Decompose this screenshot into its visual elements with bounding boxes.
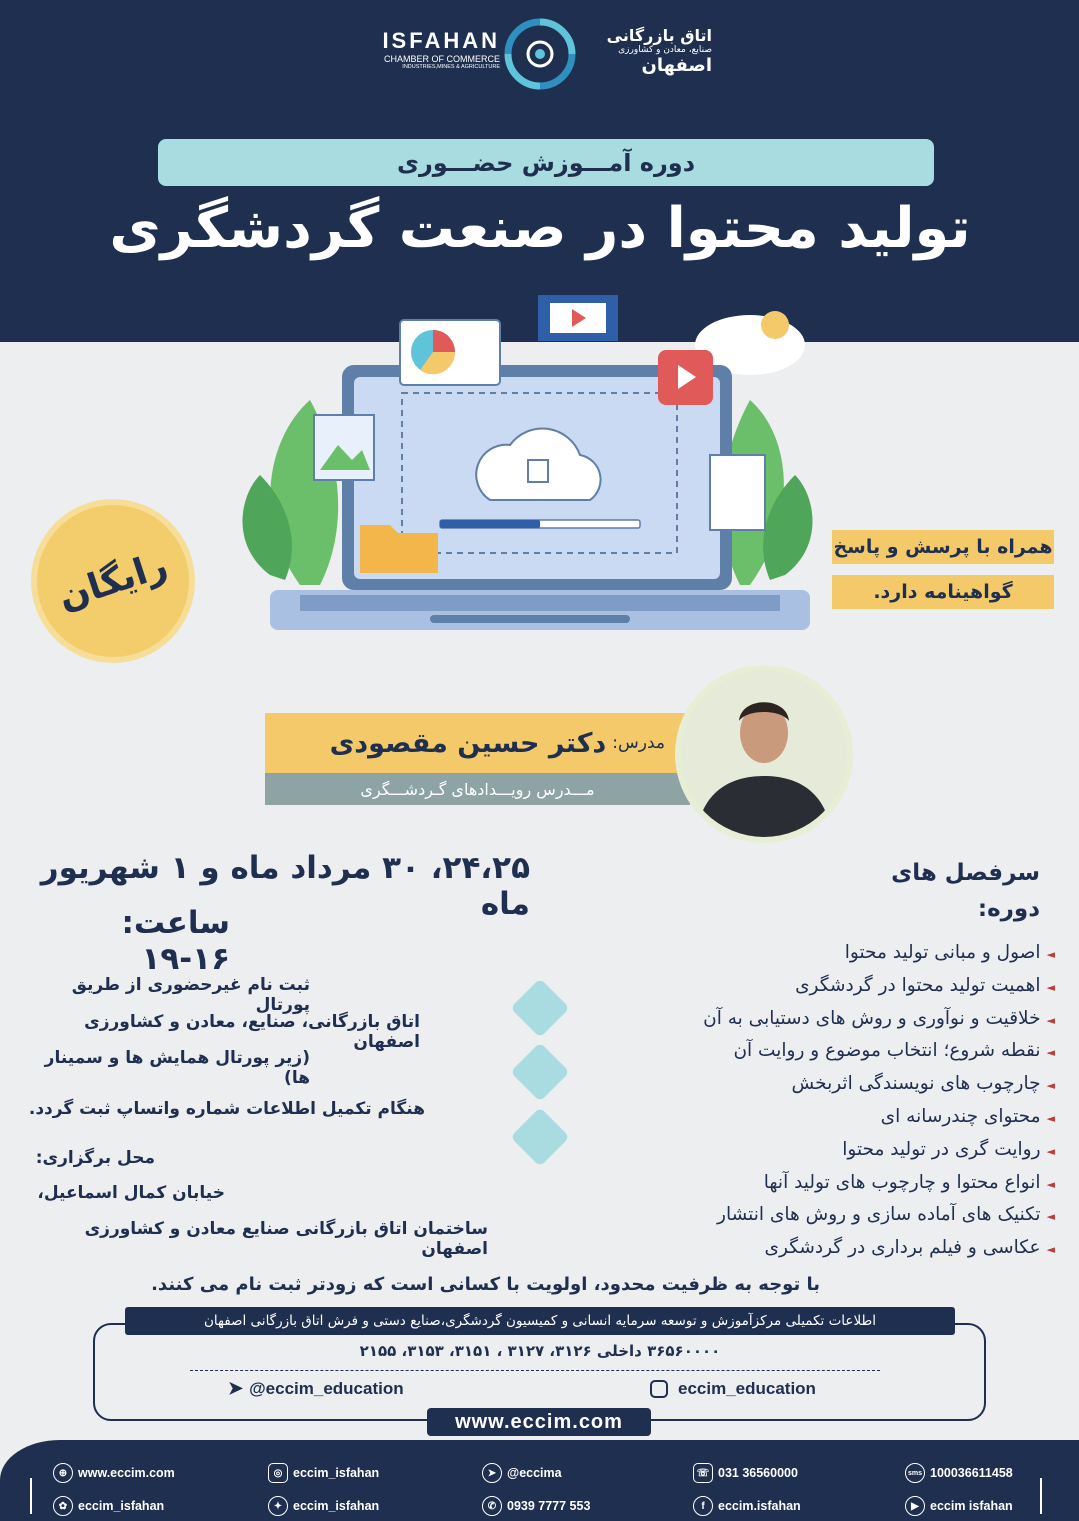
telegram-icon: ➤: [228, 1378, 244, 1398]
app-icon: ✿: [53, 1496, 73, 1516]
instagram-icon: [650, 1380, 668, 1398]
laptop-illustration: [230, 285, 830, 635]
outline-title: [880, 855, 1040, 927]
instructor-role: مـــدرس رویـــدادهای گـردشـــگری: [265, 773, 690, 805]
outline-title-line1: سرفصل های: [891, 860, 1040, 886]
outline-item: ◄ نقطه شروع؛ انتخاب موضوع و روایت آن: [600, 1036, 1055, 1069]
outline-item: ◄ چارچوب های نویسندگی اثربخش: [600, 1069, 1055, 1102]
whatsapp-icon: ✆: [482, 1496, 502, 1516]
globe-icon: ⊕: [53, 1463, 73, 1483]
footer-web[interactable]: [53, 1463, 175, 1483]
outline-list: [600, 938, 1055, 1266]
footer-divider: [30, 1478, 32, 1514]
logo-fa-title: اتاق بازرگانی: [606, 26, 712, 45]
youtube-icon: ▶: [905, 1496, 925, 1516]
footer-twitter[interactable]: [268, 1496, 379, 1516]
footer-app[interactable]: [53, 1496, 164, 1516]
logo-en-title: ISFAHAN: [382, 28, 500, 53]
telegram-icon: ➤: [482, 1463, 502, 1483]
contact-instagram[interactable]: [650, 1379, 816, 1399]
outline-item: ◄ عکاسی و فیلم برداری در گردشگری: [600, 1233, 1055, 1266]
instructor-name: دکتر حسین مقصودی: [329, 727, 607, 759]
free-badge: [37, 505, 189, 657]
instructor-bar: [265, 713, 705, 773]
footer-sms-text: 100036611458: [930, 1466, 1013, 1480]
contact-phones: ۳۶۵۶۰۰۰۰ داخلی ۳۱۲۶، ۳۱۲۷ ، ۳۱۵۱، ۳۱۵۳، ۲۱۵۵: [359, 1342, 721, 1360]
whatsapp-note: هنگام تکمیل اطلاعات شماره واتساپ ثبت گردد.: [28, 1099, 425, 1119]
outline-item: ◄ خلاقیت و نوآوری و روش های دستیابی به آن: [600, 1004, 1055, 1037]
twitter-icon: ✦: [268, 1496, 288, 1516]
logo-fa-city: اصفهان: [641, 55, 712, 76]
capacity-note: با توجه به ظرفیت محدود، اولویت با کسانی است که زودتر ثبت نام می کنند.: [151, 1274, 820, 1295]
footer-divider: [1040, 1478, 1042, 1514]
outline-item: ◄ تکنیک های آماده سازی و روش های انتشار: [600, 1200, 1055, 1233]
registration-line1: ثبت نام غیرحضوری از طریق پورتال: [71, 975, 310, 1015]
qa-tag: همراه با پرسش و پاسخ: [832, 530, 1054, 564]
course-time: ساعت: ۱۶-۱۹: [121, 905, 230, 977]
venue-building: ساختمان اتاق بازرگانی صنایع معادن و کشاورزی اصفهان: [84, 1219, 488, 1259]
footer-app-text: eccim_isfahan: [78, 1499, 165, 1513]
sms-icon: sms: [905, 1463, 925, 1483]
free-badge-label: رایگان: [53, 544, 173, 618]
outline-item: ◄ روایت گری در تولید محتوا: [600, 1135, 1055, 1168]
footer-whatsapp[interactable]: [482, 1496, 590, 1516]
instagram-handle: eccim_education: [678, 1379, 816, 1398]
logo-en-sub1: CHAMBER OF COMMERCE: [383, 54, 500, 64]
logo-en-sub2: INDUSTRIES,MINES & AGRICULTURE: [402, 64, 500, 70]
footer-sms[interactable]: [905, 1463, 1013, 1483]
course-title: تولید محتوا در صنعت گردشگری: [109, 196, 971, 261]
chamber-logo-icon: [502, 16, 578, 92]
diamond-icon: [510, 1107, 569, 1166]
outline-item: ◄ انواع محتوا و چارچوب های تولید آنها: [600, 1168, 1055, 1201]
instagram-icon: ◎: [268, 1463, 288, 1483]
outline-item: ◄ اهمیت تولید محتوا در گردشگری: [600, 971, 1055, 1004]
registration-line2: اتاق بازرگانی، صنایع، معادن و کشاورزی اصفهان: [84, 1012, 420, 1052]
footer-facebook-text: eccim.isfahan: [718, 1499, 801, 1513]
footer-instagram-text: eccim_isfahan: [293, 1466, 380, 1480]
footer-youtube-text: eccim isfahan: [930, 1499, 1013, 1513]
instructor-photo: [675, 665, 853, 843]
diamond-icon: [510, 1042, 569, 1101]
instructor-label: مدرس:: [612, 733, 665, 753]
footer-twitter-text: eccim_isfahan: [293, 1499, 380, 1513]
facebook-icon: f: [693, 1496, 713, 1516]
venue-street: خیابان کمال اسماعیل،: [37, 1183, 225, 1203]
outline-title-line2: دوره:: [977, 896, 1040, 922]
footer-telegram-text: @eccima: [507, 1466, 562, 1480]
contact-header: اطلاعات تکمیلی مرکزآموزش و توسعه سرمایه انسانی و کمیسیون گردشگری،صنایع دستی و فرش اتاق بازرگانی اصفهان: [125, 1307, 955, 1335]
outline-item: ◄ اصول و مبانی تولید محتوا: [600, 938, 1055, 971]
chamber-logo-en: [372, 28, 500, 70]
venue-label: محل برگزاری:: [35, 1148, 155, 1168]
footer-telegram[interactable]: [482, 1463, 562, 1483]
chamber-logo-fa: [582, 26, 712, 76]
diamond-icon: [510, 978, 569, 1037]
logo-fa-sub: صنایع، معادن و کشاورزی: [618, 45, 712, 55]
footer-youtube[interactable]: [905, 1496, 1013, 1516]
registration-line3: (زیر پورتال همایش ها و سمینار ها): [44, 1048, 310, 1088]
website-link[interactable]: www.eccim.com: [427, 1408, 651, 1436]
phone-icon: ☏: [693, 1463, 713, 1483]
footer-phone[interactable]: [693, 1463, 798, 1483]
footer-whatsapp-text: 0939 7777 553: [507, 1499, 591, 1513]
contact-telegram[interactable]: [228, 1378, 404, 1399]
footer-instagram[interactable]: [268, 1463, 379, 1483]
contact-box: [93, 1323, 986, 1421]
course-subtitle: دوره آمـــوزش حضـــوری: [158, 139, 934, 186]
certificate-tag: گواهینامه دارد.: [832, 575, 1054, 609]
footer-web-text: www.eccim.com: [78, 1466, 175, 1480]
outline-item: ◄ محتوای چندرسانه ای: [600, 1102, 1055, 1135]
footer-facebook[interactable]: [693, 1496, 801, 1516]
telegram-handle: @eccim_education: [249, 1378, 404, 1398]
footer-phone-text: 031 36560000: [718, 1466, 798, 1480]
divider: [190, 1370, 880, 1371]
course-dates: ۲۴،۲۵، ۳۰ مرداد ماه و ۱ شهریور ماه: [40, 850, 530, 922]
